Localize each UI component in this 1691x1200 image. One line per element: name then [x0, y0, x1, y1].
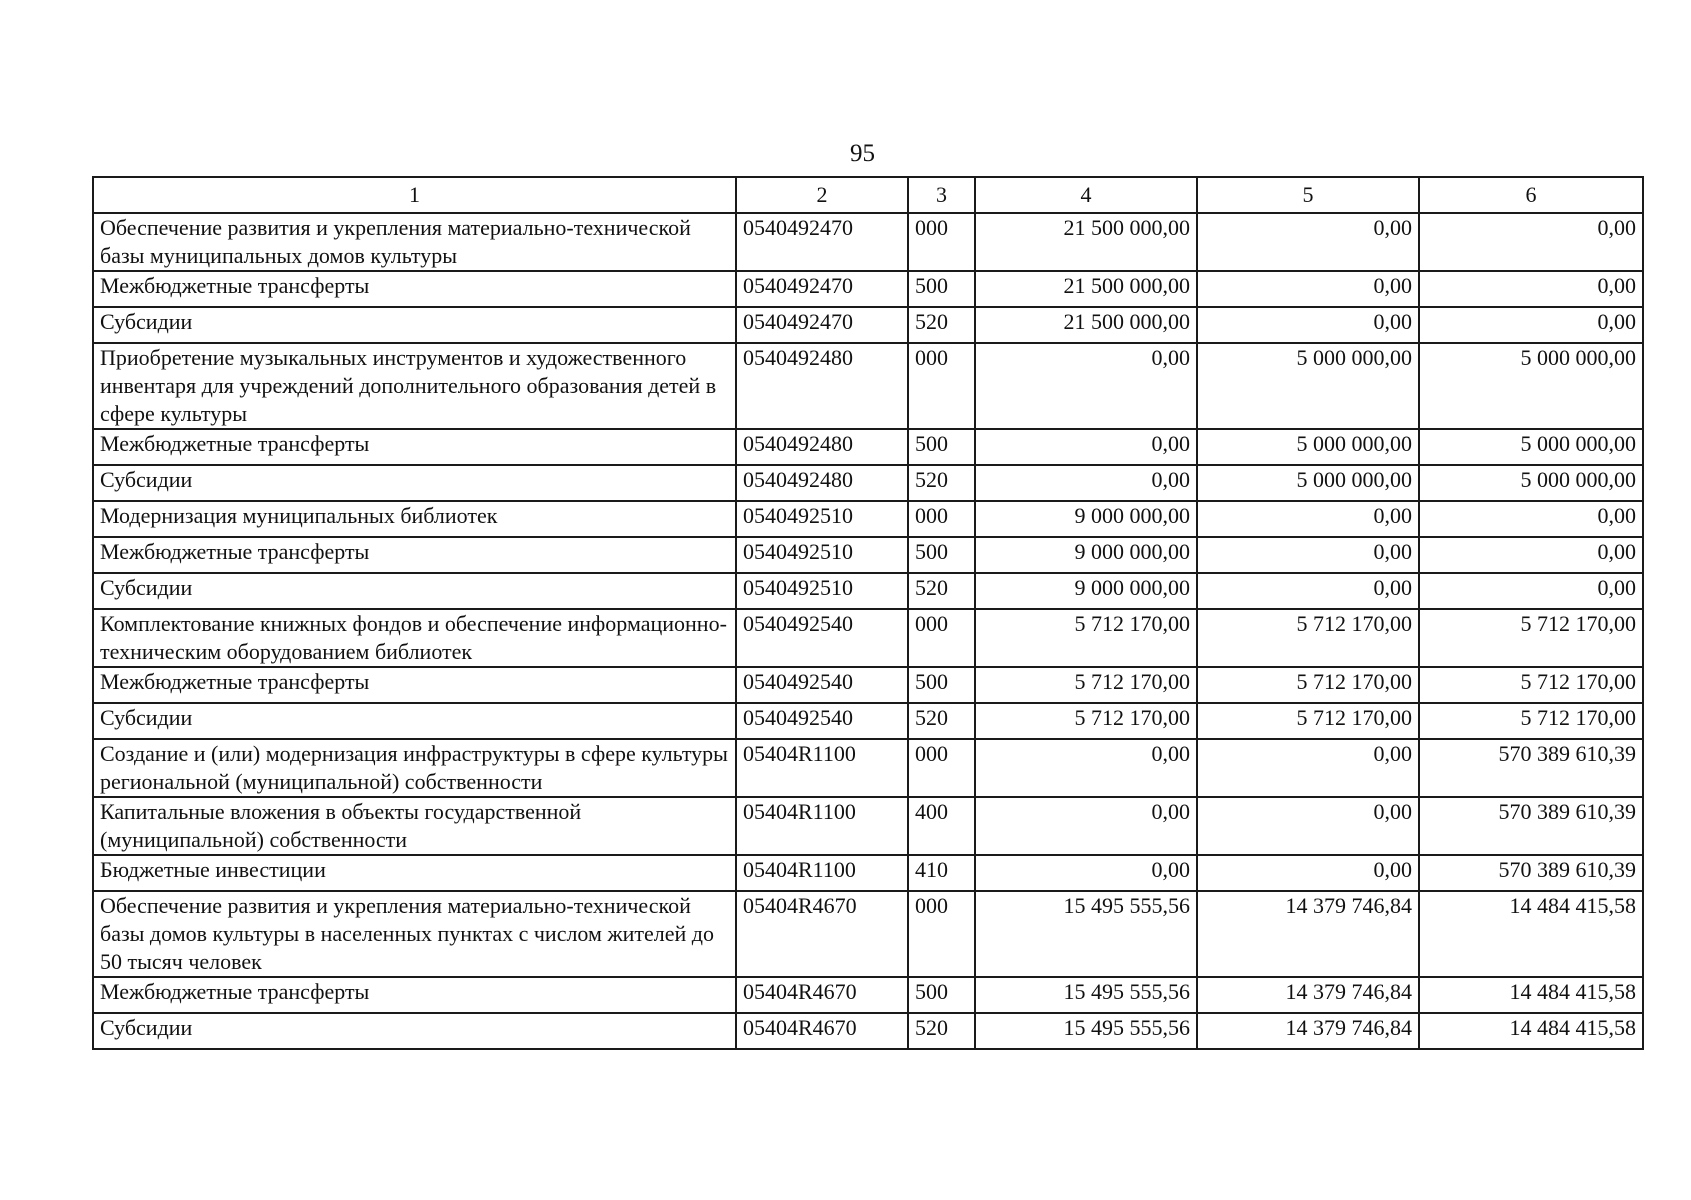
row-value-col6-cell: 0,00	[1419, 213, 1643, 271]
row-value-col5-cell: 14 379 746,84	[1197, 977, 1419, 1013]
row-code-cell: 0540492470	[736, 307, 908, 343]
table-row	[93, 573, 1643, 609]
row-value-col5-cell: 0,00	[1197, 213, 1419, 271]
row-value-col4-cell: 0,00	[975, 343, 1197, 429]
row-name-cell: Обеспечение развития и укрепления материально-технической базы домов культуры в населенных пунктах с числом жителей до 50 тысяч человек	[93, 891, 736, 977]
row-code-cell: 0540492480	[736, 343, 908, 429]
row-value-col6-cell: 570 389 610,39	[1419, 739, 1643, 797]
row-value-col4-cell: 0,00	[975, 429, 1197, 465]
row-value-col4-cell: 15 495 555,56	[975, 977, 1197, 1013]
table-row	[93, 271, 1643, 307]
row-type-cell: 500	[908, 271, 975, 307]
row-value-col4-cell: 0,00	[975, 739, 1197, 797]
column-header: 6	[1419, 177, 1643, 213]
row-type-cell: 500	[908, 667, 975, 703]
table-row	[93, 213, 1643, 271]
row-value-col5-cell: 14 379 746,84	[1197, 1013, 1419, 1049]
column-header: 2	[736, 177, 908, 213]
table-header-row	[93, 177, 1643, 213]
row-type-cell: 520	[908, 465, 975, 501]
row-name-cell: Межбюджетные трансферты	[93, 667, 736, 703]
row-type-cell: 520	[908, 307, 975, 343]
row-value-col6-cell: 14 484 415,58	[1419, 1013, 1643, 1049]
row-value-col6-cell: 14 484 415,58	[1419, 891, 1643, 977]
table-body	[93, 213, 1643, 1049]
row-type-cell: 000	[908, 343, 975, 429]
table-row	[93, 501, 1643, 537]
row-code-cell: 05404R1100	[736, 855, 908, 891]
row-value-col5-cell: 0,00	[1197, 797, 1419, 855]
row-value-col5-cell: 0,00	[1197, 537, 1419, 573]
row-value-col5-cell: 0,00	[1197, 307, 1419, 343]
row-value-col4-cell: 5 712 170,00	[975, 609, 1197, 667]
row-value-col4-cell: 9 000 000,00	[975, 573, 1197, 609]
row-code-cell: 0540492540	[736, 703, 908, 739]
row-code-cell: 0540492510	[736, 501, 908, 537]
table-row	[93, 739, 1643, 797]
row-code-cell: 05404R1100	[736, 739, 908, 797]
row-type-cell: 400	[908, 797, 975, 855]
row-value-col5-cell: 5 000 000,00	[1197, 429, 1419, 465]
row-type-cell: 500	[908, 537, 975, 573]
row-value-col5-cell: 5 000 000,00	[1197, 343, 1419, 429]
row-name-cell: Субсидии	[93, 1013, 736, 1049]
row-value-col6-cell: 0,00	[1419, 537, 1643, 573]
row-name-cell: Комплектование книжных фондов и обеспечение информационно-техническим оборудованием библиотек	[93, 609, 736, 667]
row-code-cell: 0540492470	[736, 271, 908, 307]
row-value-col6-cell: 14 484 415,58	[1419, 977, 1643, 1013]
row-value-col5-cell: 0,00	[1197, 739, 1419, 797]
budget-table	[92, 176, 1644, 1050]
row-value-col6-cell: 0,00	[1419, 271, 1643, 307]
row-value-col6-cell: 0,00	[1419, 307, 1643, 343]
row-code-cell: 0540492540	[736, 667, 908, 703]
row-type-cell: 000	[908, 609, 975, 667]
row-name-cell: Межбюджетные трансферты	[93, 429, 736, 465]
table-row	[93, 537, 1643, 573]
table-row	[93, 609, 1643, 667]
row-type-cell: 520	[908, 1013, 975, 1049]
row-code-cell: 0540492540	[736, 609, 908, 667]
row-code-cell: 0540492470	[736, 213, 908, 271]
row-code-cell: 0540492480	[736, 465, 908, 501]
column-header: 3	[908, 177, 975, 213]
row-value-col6-cell: 570 389 610,39	[1419, 855, 1643, 891]
row-value-col5-cell: 5 712 170,00	[1197, 703, 1419, 739]
row-name-cell: Субсидии	[93, 573, 736, 609]
table-row	[93, 797, 1643, 855]
row-value-col6-cell: 0,00	[1419, 501, 1643, 537]
row-name-cell: Субсидии	[93, 307, 736, 343]
row-value-col4-cell: 5 712 170,00	[975, 667, 1197, 703]
row-value-col4-cell: 0,00	[975, 855, 1197, 891]
row-value-col5-cell: 0,00	[1197, 573, 1419, 609]
table-row	[93, 307, 1643, 343]
table-row	[93, 429, 1643, 465]
table-row	[93, 977, 1643, 1013]
row-value-col5-cell: 0,00	[1197, 501, 1419, 537]
row-value-col5-cell: 5 000 000,00	[1197, 465, 1419, 501]
row-name-cell: Субсидии	[93, 465, 736, 501]
row-value-col6-cell: 570 389 610,39	[1419, 797, 1643, 855]
column-header: 4	[975, 177, 1197, 213]
row-name-cell: Межбюджетные трансферты	[93, 977, 736, 1013]
row-type-cell: 000	[908, 213, 975, 271]
row-type-cell: 000	[908, 891, 975, 977]
row-type-cell: 410	[908, 855, 975, 891]
row-name-cell: Обеспечение развития и укрепления материально-технической базы муниципальных домов культуры	[93, 213, 736, 271]
row-value-col4-cell: 21 500 000,00	[975, 307, 1197, 343]
row-type-cell: 000	[908, 739, 975, 797]
row-value-col4-cell: 9 000 000,00	[975, 537, 1197, 573]
row-code-cell: 05404R4670	[736, 1013, 908, 1049]
row-code-cell: 05404R1100	[736, 797, 908, 855]
row-value-col5-cell: 14 379 746,84	[1197, 891, 1419, 977]
table-row	[93, 855, 1643, 891]
row-name-cell: Субсидии	[93, 703, 736, 739]
row-name-cell: Модернизация муниципальных библиотек	[93, 501, 736, 537]
row-type-cell: 520	[908, 573, 975, 609]
row-name-cell: Капитальные вложения в объекты государственной (муниципальной) собственности	[93, 797, 736, 855]
table-row	[93, 891, 1643, 977]
row-value-col4-cell: 0,00	[975, 797, 1197, 855]
row-value-col4-cell: 5 712 170,00	[975, 703, 1197, 739]
column-header: 1	[93, 177, 736, 213]
table-row	[93, 703, 1643, 739]
row-name-cell: Приобретение музыкальных инструментов и художественного инвентаря для учреждений дополнительного образования детей в сфере культуры	[93, 343, 736, 429]
row-value-col6-cell: 5 712 170,00	[1419, 667, 1643, 703]
row-value-col5-cell: 0,00	[1197, 271, 1419, 307]
row-type-cell: 000	[908, 501, 975, 537]
row-code-cell: 0540492510	[736, 573, 908, 609]
page-number: 95	[850, 140, 875, 167]
row-code-cell: 05404R4670	[736, 891, 908, 977]
row-value-col6-cell: 0,00	[1419, 573, 1643, 609]
table-row	[93, 1013, 1643, 1049]
row-name-cell: Создание и (или) модернизация инфраструктуры в сфере культуры региональной (муниципальной) собственности	[93, 739, 736, 797]
row-code-cell: 0540492480	[736, 429, 908, 465]
row-code-cell: 0540492510	[736, 537, 908, 573]
row-value-col6-cell: 5 000 000,00	[1419, 465, 1643, 501]
row-value-col5-cell: 5 712 170,00	[1197, 609, 1419, 667]
row-value-col5-cell: 0,00	[1197, 855, 1419, 891]
row-name-cell: Бюджетные инвестиции	[93, 855, 736, 891]
table-row	[93, 465, 1643, 501]
row-name-cell: Межбюджетные трансферты	[93, 271, 736, 307]
column-header: 5	[1197, 177, 1419, 213]
row-value-col4-cell: 0,00	[975, 465, 1197, 501]
row-type-cell: 500	[908, 429, 975, 465]
row-type-cell: 520	[908, 703, 975, 739]
row-value-col4-cell: 15 495 555,56	[975, 891, 1197, 977]
table-row	[93, 667, 1643, 703]
row-value-col6-cell: 5 712 170,00	[1419, 703, 1643, 739]
row-value-col6-cell: 5 000 000,00	[1419, 429, 1643, 465]
row-value-col4-cell: 9 000 000,00	[975, 501, 1197, 537]
row-value-col4-cell: 15 495 555,56	[975, 1013, 1197, 1049]
row-value-col4-cell: 21 500 000,00	[975, 271, 1197, 307]
row-code-cell: 05404R4670	[736, 977, 908, 1013]
row-value-col4-cell: 21 500 000,00	[975, 213, 1197, 271]
row-value-col6-cell: 5 000 000,00	[1419, 343, 1643, 429]
row-value-col6-cell: 5 712 170,00	[1419, 609, 1643, 667]
row-name-cell: Межбюджетные трансферты	[93, 537, 736, 573]
row-value-col5-cell: 5 712 170,00	[1197, 667, 1419, 703]
table-row	[93, 343, 1643, 429]
row-type-cell: 500	[908, 977, 975, 1013]
